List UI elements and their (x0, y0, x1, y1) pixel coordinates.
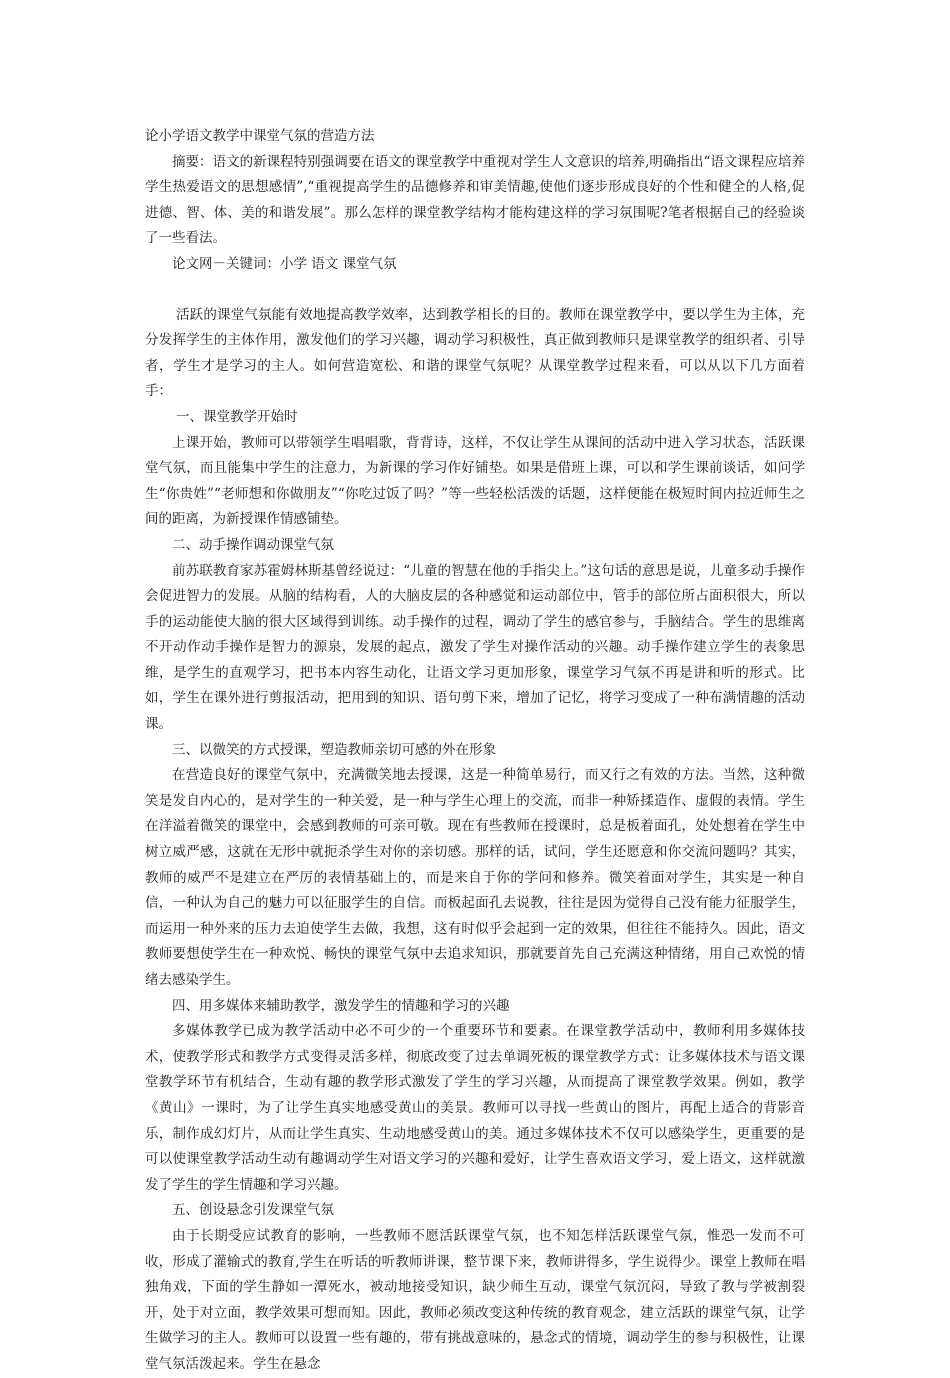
keywords-line: 论文网－关键词：小学 语文 课堂气氛 (172, 255, 397, 272)
section-body-3: 在营造良好的课堂气氛中，充满微笑地去授课，这是一种简单易行，而又行之有效的方法。当然，这种微笑是发自内心的，是对学生的一种关爱，是一种与学生心理上的交流，而非一种矫揉造作、虚假的表情。学生在洋溢着微笑的课堂中，会感到教师的可亲可敬。现在有些教师在授课时，总是板着面孔，处处想着在学生中树立威严感，这就在无形中就扼杀学生对你的亲切感。那样的话，试问，学生还愿意和你交流问题吗？其实，教师的威严不是建立在严厉的表情基础上的，而是来自于你的学问和修养。微笑着面对学生，其实是一种自信，一种认为自己的魅力可以征服学生的自信。而板起面孔去说教，往往是因为觉得自己没有能力征服学生，而运用一种外来的压力去迫使学生去做，我想，这有时似乎会起到一定的效果，但往往不能持久。因此，语文教师要想使学生在一种欢悦、畅快的课堂气氛中去追求知识，那就要首先自己充满这种情绪，用自己欢悦的情绪去感染学生。 (145, 767, 805, 988)
blank-line (145, 278, 805, 303)
section-heading-3: 三、以微笑的方式授课，塑造教师亲切可感的外在形象 (172, 741, 496, 758)
section-body-5: 由于长期受应试教育的影响，一些教师不愿活跃课堂气氛，也不知怎样活跃课堂气氛，惟恐一发而不可收，形成了灌输式的教育,学生在听话的听教师讲课，整节课下来，教师讲得多，学生说得少。课堂上教师在唱独角戏，下面的学生静如一潭死水，被动地接受知识，缺少师生互动，课堂气氛沉闷，导致了教与学被割裂开，处于对立面，教学效果可想而知。因此，教师必须改变这种传统的教育观念，建立活跃的课堂气氛，让学生做学习的主人。教师可以设置一些有趣的，带有挑战意味的，悬念式的情境，调动学生的参与积极性，让课堂气氛活泼起来。学生在悬念 (145, 1227, 805, 1372)
section-heading-1: 一、课堂教学开始时 (176, 408, 298, 425)
section-body-4: 多媒体教学已成为教学活动中必不可少的一个重要环节和要素。在课堂教学活动中，教师利用多媒体技术，使教学形式和教学方式变得灵活多样，彻底改变了过去单调死板的课堂教学方式：让多媒体技术与语文课堂教学环节有机结合，生动有趣的教学形式激发了学生的学习兴趣，从而提高了课堂教学效果。例如，教学《黄山》一课时，为了让学生真实地感受黄山的美景。教师可以寻找一些黄山的图片，再配上适合的背影音乐，制作成幻灯片，从而让学生真实、生动地感受黄山的美。通过多媒体技术不仅可以感染学生，更重要的是可以使课堂教学活动生动有趣调动学生对语文学习的兴趣和爱好，让学生喜欢语文学习，爱上语文，这样就激发了学生的学生情趣和学习兴趣。 (145, 1023, 805, 1193)
article-title: 论小学语文教学中课堂气氛的营造方法 (145, 128, 375, 144)
section-body-2: 前苏联教育家苏霍姆林斯基曾经说过：“儿童的智慧在他的手指尖上。”这句话的意思是说，儿童多动手操作会促进智力的发展。从脑的结构看，人的大脑皮层的各种感觉和运动部位中，管手的部位所占面积很大，所以手的运动能使大脑的很大区域得到训练。动手操作的过程，调动了学生的感官参与，手脑结合。学生的思维离不开动作动手操作是智力的源泉，发展的起点，激发了学生对操作活动的兴趣。动手操作建立学生的表象思维，是学生的直观学习，把书本内容生动化，让语文学习更加形象，课堂学习气氛不再是讲和听的形式。比如，学生在课外进行剪报活动，把用到的知识、语句剪下来，增加了记忆，将学习变成了一种布满情趣的活动课。 (145, 562, 805, 733)
section-heading-2: 二、动手操作调动课堂气氛 (172, 536, 334, 553)
section-heading-4: 四、用多媒体来辅助教学，激发学生的情趣和学习的兴趣 (172, 997, 510, 1014)
section-body-1: 上课开始，教师可以带领学生唱唱歌，背背诗，这样，不仅让学生从课间的活动中进入学习状态，活跃课堂气氛，而且能集中学生的注意力，为新课的学习作好铺垫。如果是借班上课，可以和学生课前谈话，如问学生“你贵姓”“老师想和你做朋友”“你吃过饭了吗？”等一些轻松活泼的话题，这样便能在极短时间内拉近师生之间的距离，为新授课作情感铺垫。 (145, 434, 805, 528)
abstract-paragraph: 摘要：语文的新课程特别强调要在语文的课堂教学中重视对学生人文意识的培养,明确指出“语文课程应培养学生热爱语文的思想感情”,“重视提高学生的品德修养和审美情趣,使他们逐步形成良好的个性和健全的人格,促进德、智、体、美的和谐发展”。那么怎样的课堂教学结构才能构建这样的学习氛围呢?笔者根据自己的经验谈了一些看法。 (145, 153, 805, 247)
article-body (145, 124, 805, 1378)
section-heading-5: 五、创设悬念引发课堂气氛 (172, 1202, 334, 1219)
intro-paragraph: 活跃的课堂气氛能有效地提高教学效率，达到教学相长的目的。教师在课堂教学中，要以学生为主体，充分发挥学生的主体作用，激发他们的学习兴趣，调动学习积极性，真正做到教师只是课堂教学的组织者、引导者，学生才是学习的主人。如何营造宽松、和谐的课堂气氛呢？从课堂教学过程来看，可以从以下几方面着手： (145, 306, 805, 400)
